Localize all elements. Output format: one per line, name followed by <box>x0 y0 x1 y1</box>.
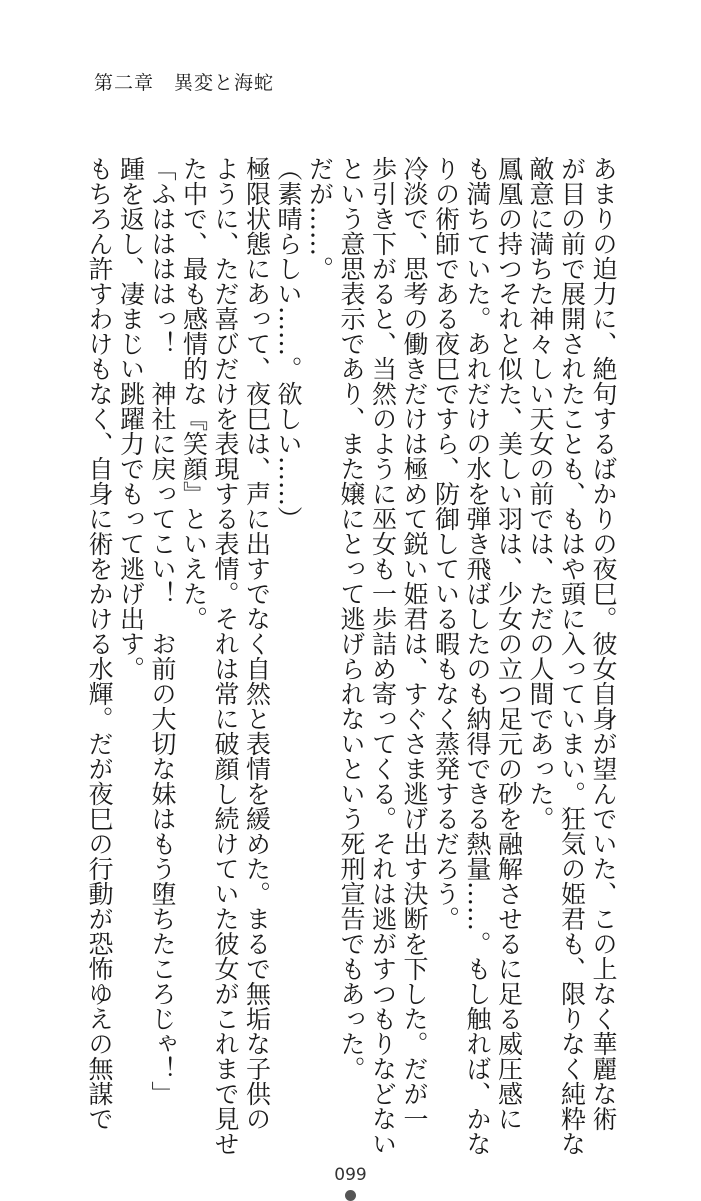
text-line: だが……。 <box>305 156 335 281</box>
text-line: が目の前で展開されたことも、もはや頭に入っていまい。狂気の姫君も、限りなく純粋な <box>557 156 587 1156</box>
page-marker-dot <box>345 1190 356 1201</box>
page-number: 099 <box>334 1165 367 1185</box>
text-line: た中で、最も感情的な『笑顔』といえた。 <box>179 156 209 631</box>
text-line: 極限状態にあって、夜巳は、声に出すでなく自然と表情を緩めた。まるで無垢な子供の <box>242 156 272 1131</box>
text-line: 冷淡で、思考の働きだけは極めて鋭い姫君は、すぐさま逃げ出す決断を下した。だが一 <box>400 156 429 1131</box>
text-line: 敵意に満ちた神々しい天女の前では、ただの人間であった。 <box>526 156 555 831</box>
text-line: 鳳凰の持つそれと似た、美しい羽は、少女の立つ足元の砂を融解させるに足る威圧感に <box>494 156 524 1131</box>
text-line: も満ちていた。あれだけの水を弾き飛ばしたのも納得できる熱量……。もし触れば、かな <box>463 156 492 1156</box>
text-line: りの術師である夜巳ですら、防御している暇もなく蒸発するだろう。 <box>431 156 461 931</box>
text-line: 「ふははははっ！ 神社に戻ってこい！ お前の大切な妹はもう堕ちたころじゃ！」 <box>148 156 177 1106</box>
text-line: もちろん許すわけもなく、自身に術をかける水輝。だが夜巳の行動が恐怖ゆえの無謀で <box>85 156 114 1131</box>
text-line: という意思表示であり、また嬢にとって逃げられないという死刑宣告でもあった。 <box>337 156 366 1081</box>
body-text <box>84 156 620 1156</box>
text-line: （素晴らしい……。欲しい……） <box>274 156 303 531</box>
chapter-title: 第二章 異変と海蛇 <box>94 72 275 94</box>
text-line: 踵を返し、凄まじい跳躍力でもって逃げ出す。 <box>116 156 146 681</box>
text-line: 歩引き下がると、当然のように巫女も一歩詰め寄ってくる。それは逃がすつもりなどない <box>368 156 398 1156</box>
text-line: あまりの迫力に、絶句するばかりの夜巳。彼女自身が望んでいた、この上なく華麗な術 <box>589 156 618 1131</box>
text-line: ように、ただ喜びだけを表現する表情。それは常に破顔し続けていた彼女がこれまで見せ <box>211 156 240 1156</box>
